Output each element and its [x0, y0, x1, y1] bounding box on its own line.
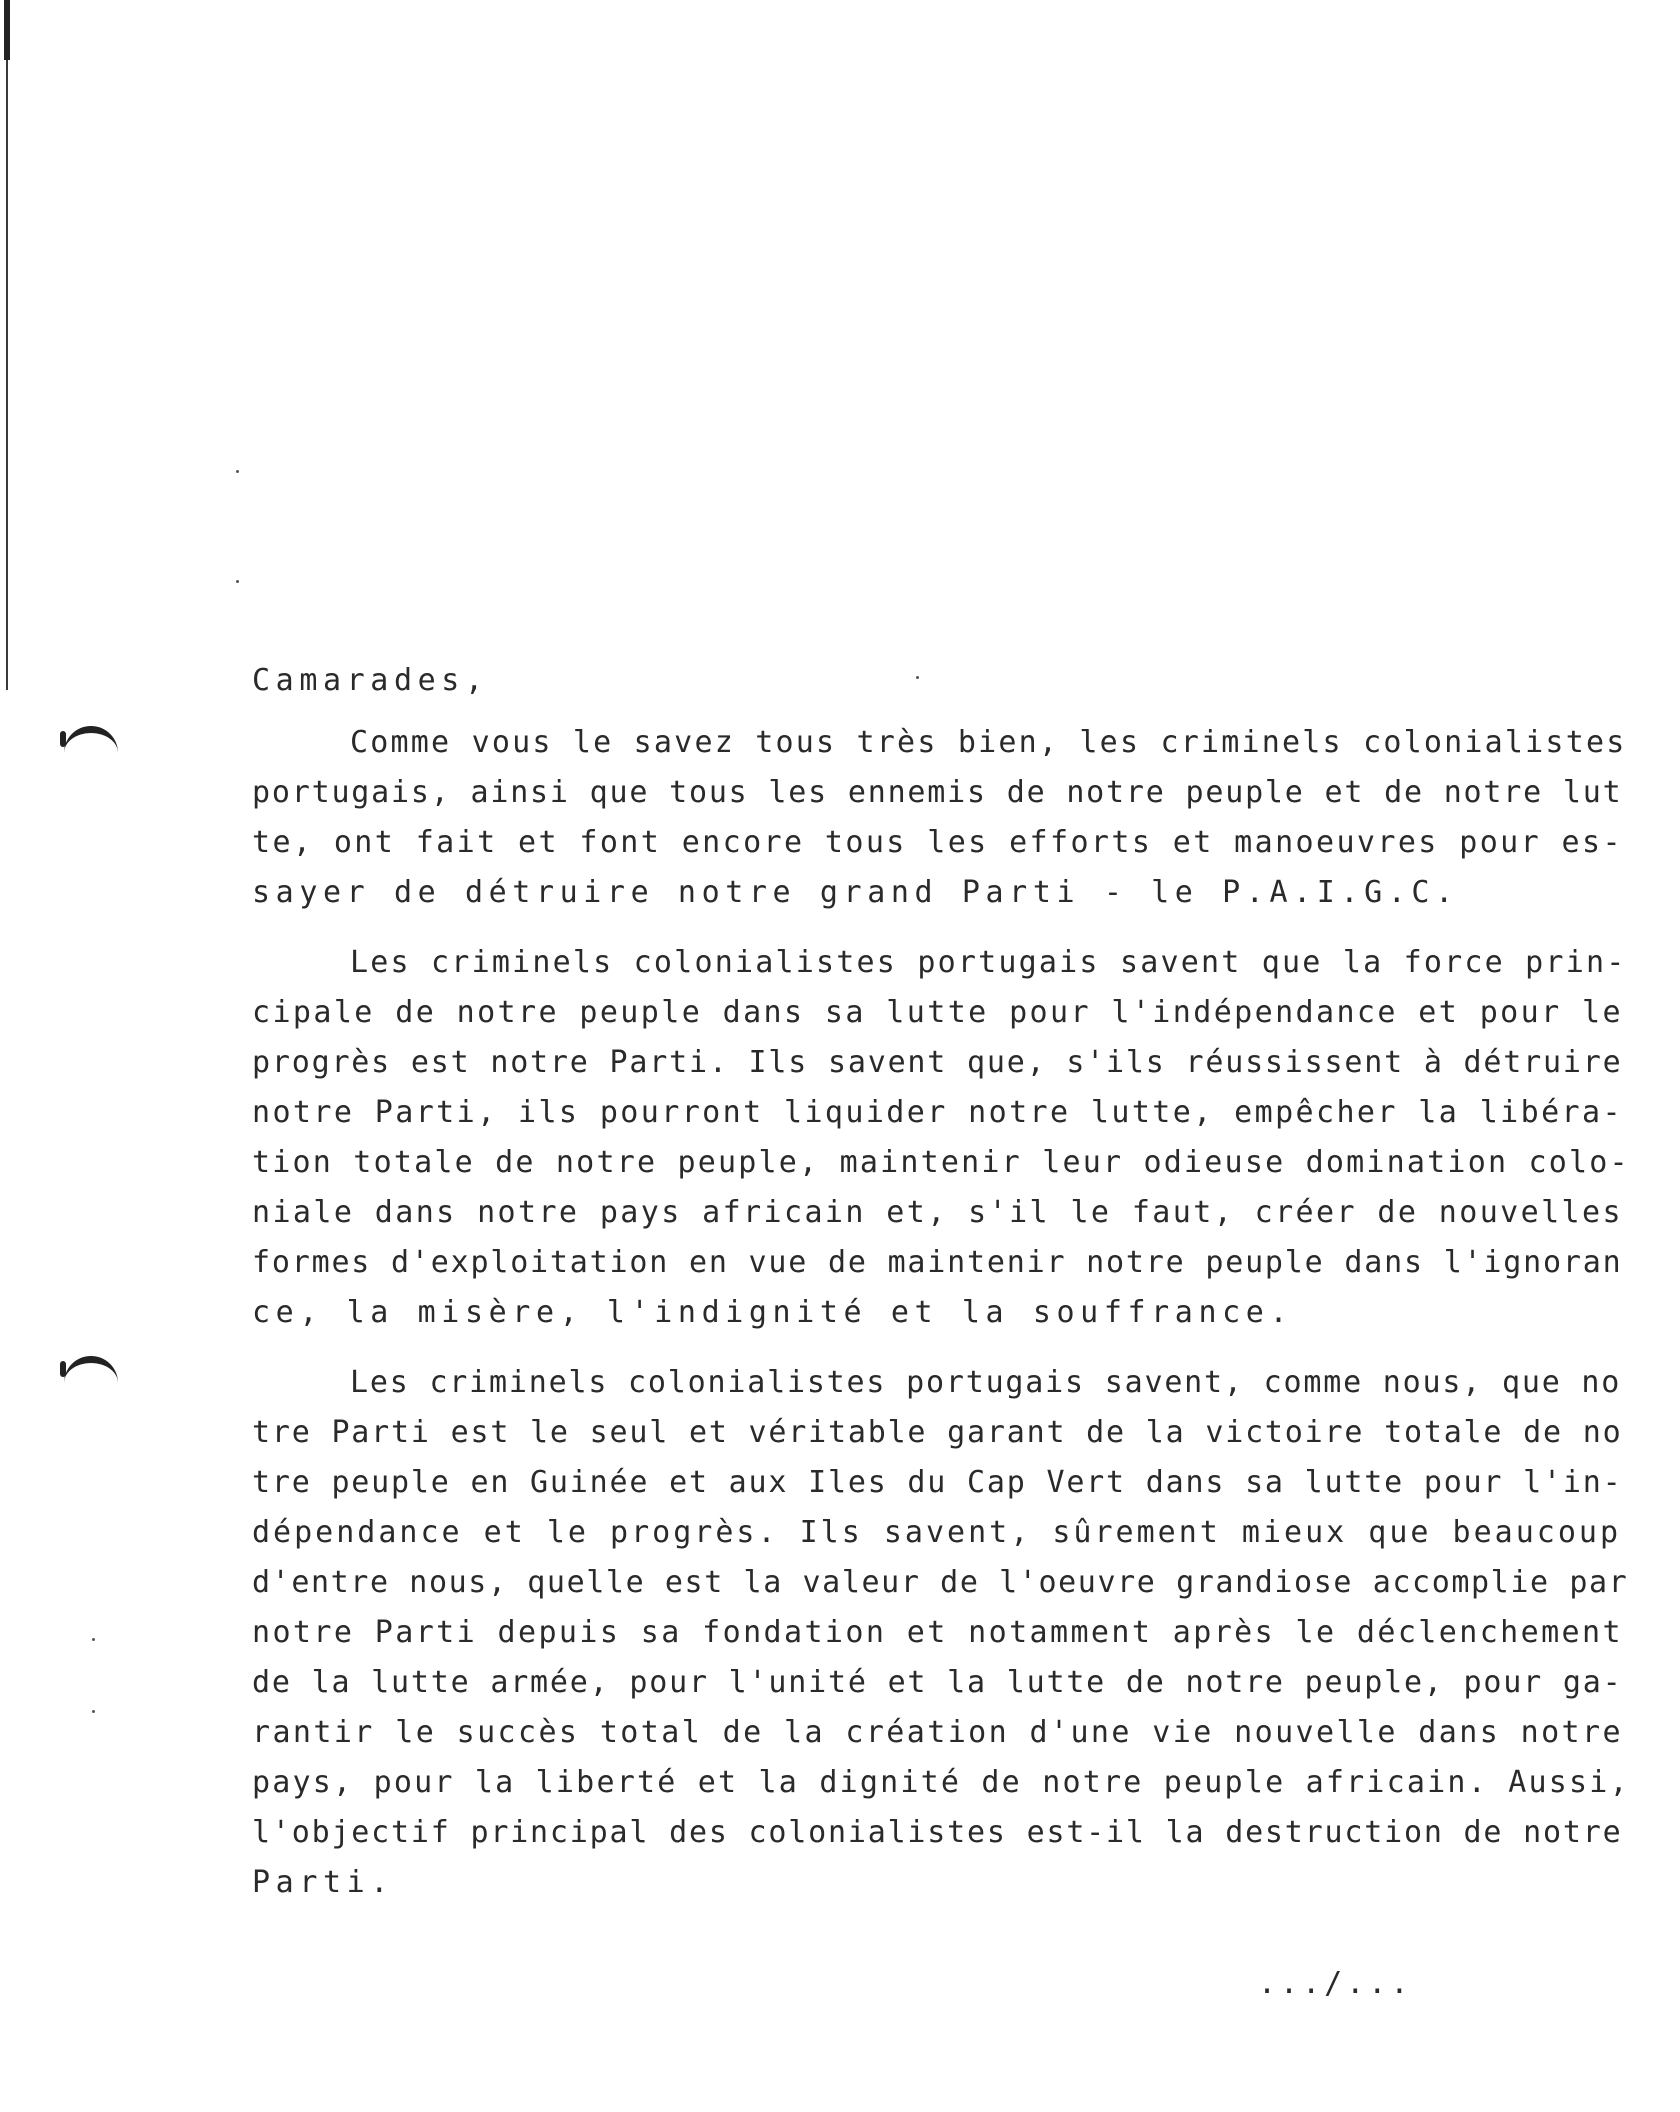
punch-hole-mark [64, 726, 118, 756]
paragraph-line: dépendance et le progrès. Ils savent, sûrement mieux que beaucoup [252, 1515, 1621, 1550]
paragraph-line: pays, pour la liberté et la dignité de notre peuple africain. Aussi, [252, 1765, 1630, 1800]
punch-hole-mark [64, 1356, 118, 1386]
scan-speck [916, 676, 919, 679]
paragraph-line: de la lutte armée, pour l'unité et la lutte de notre peuple, pour ga- [252, 1665, 1623, 1700]
paragraph-line: progrès est notre Parti. Ils savent que, s'ils réussissent à détruire [252, 1045, 1623, 1080]
scan-left-edge [6, 0, 8, 690]
paragraph-line: tre Parti est le seul et véritable garant de la victoire totale de no [252, 1415, 1623, 1450]
scan-left-edge-mark [4, 0, 10, 60]
paragraph-line: notre Parti, ils pourront liquider notre lutte, empêcher la libéra- [252, 1095, 1623, 1130]
paragraph-line: tion totale de notre peuple, maintenir leur odieuse domination colo- [252, 1145, 1630, 1180]
paragraph-line: te, ont fait et font encore tous les efforts et manoeuvres pour es- [252, 825, 1623, 860]
paragraph-line: l'objectif principal des colonialistes est-il la destruction de notre [252, 1815, 1623, 1850]
paragraph-line: sayer de détruire notre grand Parti - le P.A.I.G.C. [252, 875, 1459, 910]
scan-speck [92, 1638, 95, 1641]
paragraph-line: cipale de notre peuple dans sa lutte pour l'indépendance et pour le [252, 995, 1623, 1030]
scan-speck [236, 580, 239, 583]
paragraph-line: Les criminels colonialistes portugais savent, comme nous, que no [350, 1365, 1622, 1400]
paragraph-line: Les criminels colonialistes portugais savent que la force prin- [350, 945, 1627, 980]
paragraph-line: Comme vous le savez tous très bien, les criminels colonialistes [350, 725, 1627, 760]
paragraph-line: tre peuple en Guinée et aux Iles du Cap Vert dans sa lutte pour l'in- [252, 1465, 1623, 1500]
paragraph-line: niale dans notre pays africain et, s'il le faut, créer de nouvelles [252, 1195, 1623, 1230]
paragraph-line: notre Parti depuis sa fondation et notamment après le déclenchement [252, 1615, 1623, 1650]
paragraph-line: Parti. [252, 1865, 394, 1900]
scan-speck [92, 1710, 95, 1713]
paragraph-line: rantir le succès total de la création d'une vie nouvelle dans notre [252, 1715, 1623, 1750]
paragraph-line: formes d'exploitation en vue de maintenir notre peuple dans l'ignoran [252, 1245, 1623, 1280]
scan-speck [236, 470, 239, 473]
paragraph-line: d'entre nous, quelle est la valeur de l'oeuvre grandiose accomplie par [252, 1565, 1629, 1600]
paragraph-line: ce, la misère, l'indignité et la souffrance. [252, 1295, 1294, 1330]
letter-greeting: Camarades, [252, 663, 489, 698]
paragraph-line: portugais, ainsi que tous les ennemis de notre peuple et de notre lut [252, 775, 1623, 810]
continuation-mark: .../... [1258, 1966, 1413, 2001]
